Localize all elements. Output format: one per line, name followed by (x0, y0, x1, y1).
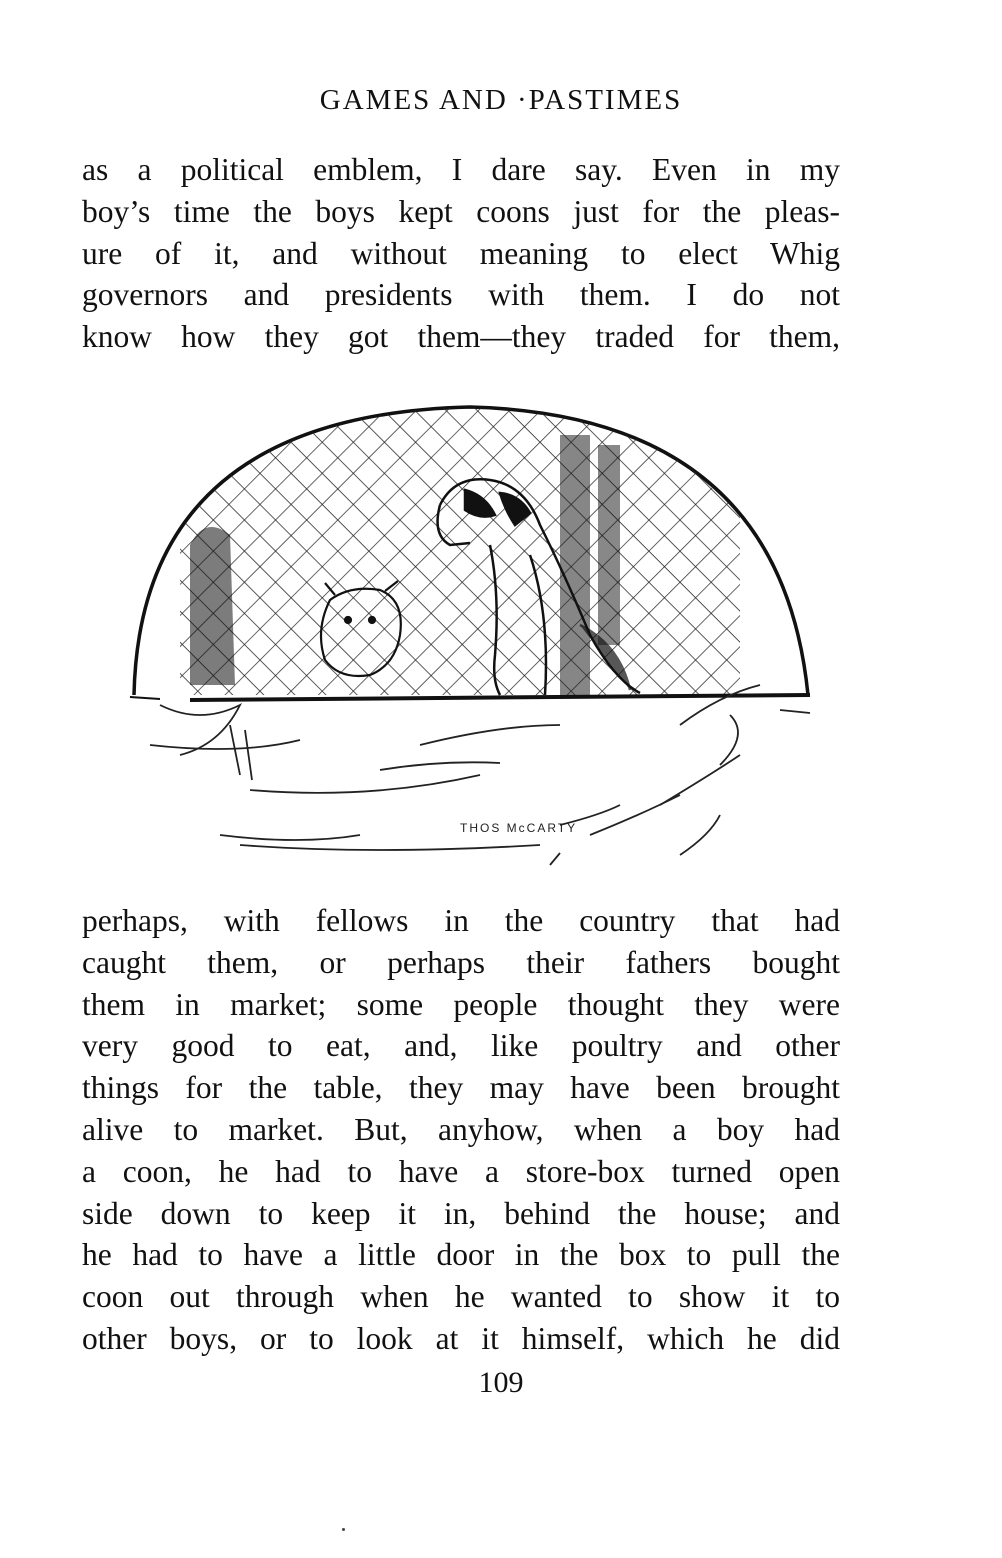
raccoon-cage-illustration (120, 395, 820, 880)
text-line: alive to market. But, anyhow, when a boy had (82, 1111, 840, 1147)
text-line: boy’s time the boys kept coons just for the pleas- (82, 193, 840, 229)
text-line: he had to have a little door in the box to pull the (82, 1237, 840, 1273)
running-header: GAMES AND ·PASTIMES (319, 84, 683, 116)
text-line: governors and presidents with them. I do not (82, 277, 840, 313)
text-line: know how they got them—they traded for them, (82, 319, 840, 355)
text-line: as a political emblem, I dare say. Even in my (82, 152, 840, 187)
text-line: caught them, or perhaps their fathers bought (82, 944, 840, 980)
text-line: perhaps, with fellows in the country that had (82, 903, 840, 938)
text-line: ure of it, and without meaning to elect Whig (82, 235, 840, 271)
page-number: 109 (478, 1366, 524, 1399)
cage-floor-line (190, 695, 810, 700)
text-line: them in market; some people thought they were (82, 986, 840, 1022)
text-line: side down to keep it in, behind the house; and (82, 1195, 840, 1231)
paragraph-top (82, 149, 840, 358)
text-line: coon out through when he wanted to show it to (82, 1279, 840, 1315)
text-line: a coon, he had to have a store-box turned open (82, 1153, 840, 1189)
text-line: very good to eat, and, like poultry and other (82, 1028, 840, 1064)
text-line: other boys, or to look at it himself, which he did (82, 1320, 840, 1356)
artist-signature: THOS McCARTY (460, 821, 578, 835)
drape-strokes (150, 685, 810, 865)
paragraph-bottom (82, 900, 840, 1360)
print-speck (342, 1528, 345, 1531)
text-line: things for the table, they may have been brought (82, 1070, 840, 1106)
